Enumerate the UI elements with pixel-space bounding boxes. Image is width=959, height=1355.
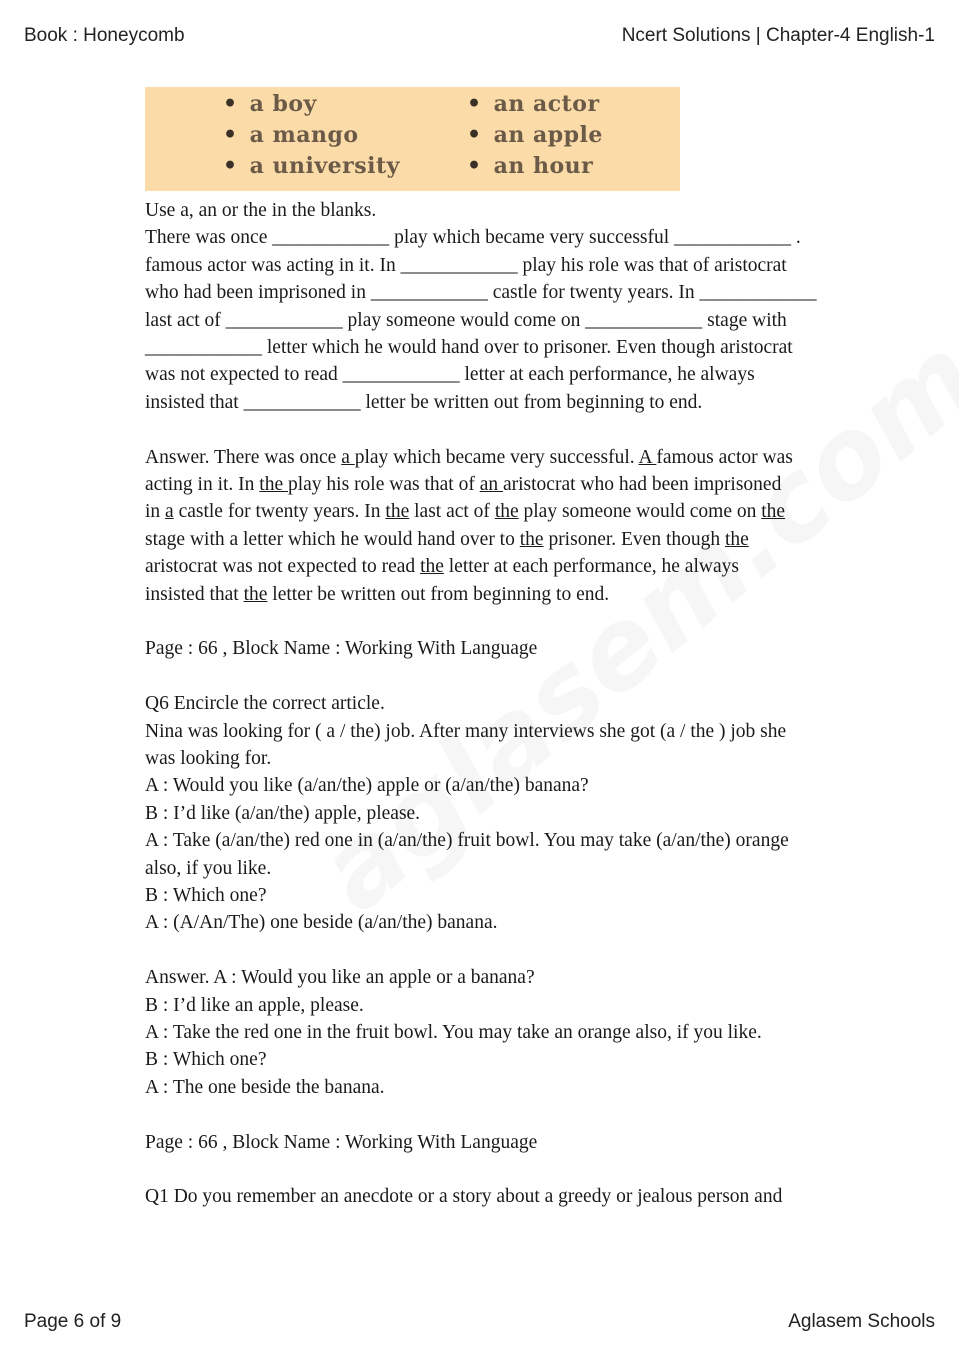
- text-line: [145, 199, 376, 223]
- text-segment: B : I’d like an apple, please.: [145, 994, 364, 1016]
- text-segment: acting in it. In: [145, 474, 260, 495]
- text-line: [145, 391, 702, 415]
- text-line: [145, 1076, 385, 1100]
- text-line: [145, 309, 787, 333]
- answer-article: the: [725, 528, 749, 550]
- text-segment: A : Take (a/an/the) red one in (a/an/the) fruit bowl. You may take (a/an/the) orange: [145, 830, 789, 852]
- text-line: [145, 473, 781, 497]
- text-line: [145, 500, 785, 524]
- answer-article: a: [165, 501, 174, 523]
- text-line: [145, 1048, 267, 1072]
- text-segment: letter at each performance, he always: [443, 556, 739, 578]
- answer-article: an: [479, 474, 503, 495]
- text-line: [145, 528, 749, 552]
- text-segment: who had been imprisoned in ____________ castle for twenty years. In ____________: [145, 282, 817, 304]
- text-segment: B : Which one?: [145, 885, 267, 906]
- text-line: [145, 857, 271, 881]
- text-line: [145, 911, 498, 935]
- text-segment: aristocrat who had been imprisoned: [502, 474, 782, 495]
- text-line: [145, 1185, 782, 1209]
- figure-item: • an actor: [467, 91, 600, 117]
- answer-article: the: [420, 556, 444, 578]
- text-segment: prisoner. Even though: [543, 528, 725, 550]
- text-line: [145, 692, 385, 716]
- figure-item: • an apple: [467, 122, 603, 148]
- text-line: [145, 966, 535, 990]
- text-segment: B : Which one?: [145, 1049, 267, 1071]
- text-segment: in: [145, 501, 166, 523]
- text-segment: Q1 Do you remember an anecdote or a story about a greedy or jealous person and: [145, 1186, 783, 1208]
- text-segment: A : The one beside the banana.: [145, 1076, 385, 1098]
- text-line: [145, 281, 817, 305]
- answer-article: the: [385, 501, 410, 523]
- text-line: [145, 720, 786, 744]
- figure-item: • a boy: [223, 91, 317, 117]
- text-line: [145, 637, 537, 661]
- text-segment: Answer. There was once: [145, 446, 342, 468]
- text-segment: A : (A/An/The) one beside (a/an/the) banana.: [145, 912, 498, 934]
- text-line: [145, 747, 271, 771]
- text-segment: famous actor was: [656, 446, 793, 468]
- text-line: [145, 802, 420, 826]
- text-segment: Q6 Encircle the correct article.: [145, 693, 385, 715]
- text-segment: Nina was looking for ( a / the) job. After many interviews she got (a / the ) job she: [145, 720, 787, 742]
- text-segment: There was once ____________ play which became very successful ____________ .: [145, 227, 801, 249]
- text-line: [145, 254, 787, 278]
- header-chapter-title: Ncert Solutions | Chapter-4 English-1: [621, 25, 935, 46]
- text-line: [145, 226, 801, 250]
- text-segment: aristocrat was not expected to read: [145, 556, 421, 578]
- text-segment: also, if you like.: [145, 857, 272, 879]
- text-line: [145, 1131, 537, 1155]
- text-line: [145, 994, 364, 1018]
- text-line: [145, 555, 739, 579]
- text-line: [145, 1021, 762, 1045]
- text-line: [145, 336, 793, 360]
- figure-item: • a university: [223, 153, 400, 179]
- text-segment: last act of ____________ play someone would come on ____________ stage with: [145, 309, 787, 331]
- answer-article: the: [243, 583, 268, 605]
- text-segment: insisted that ____________ letter be written out from beginning to end.: [145, 391, 703, 413]
- text-line: [145, 363, 755, 387]
- answer-article: a: [341, 446, 355, 468]
- answer-article: the: [761, 501, 786, 523]
- text-segment: insisted that: [145, 583, 244, 605]
- text-line: [145, 446, 793, 470]
- header-book-title: Book : Honeycomb: [24, 25, 185, 46]
- text-segment: last act of: [409, 501, 495, 523]
- text-segment: Page : 66 , Block Name : Working With Language: [145, 638, 538, 660]
- footer-publisher: Aglasem Schools: [788, 1311, 935, 1332]
- text-segment: castle for twenty years. In: [173, 501, 386, 523]
- text-line: [145, 774, 589, 798]
- text-line: [145, 829, 789, 853]
- text-segment: stage with a letter which he would hand over to: [145, 528, 520, 550]
- text-segment: letter be written out from beginning to end.: [267, 583, 610, 605]
- text-segment: famous actor was acting in it. In ____________ play his role was that of aristocrat: [145, 254, 787, 276]
- answer-article: the: [519, 528, 544, 550]
- text-segment: B : I’d like (a/an/the) apple, please.: [145, 802, 421, 824]
- text-segment: Use a, an or the in the blanks.: [145, 200, 377, 221]
- figure-item: • a mango: [223, 122, 359, 148]
- text-segment: A : Would you like (a/an/the) apple or (a/an/the) banana?: [145, 775, 589, 797]
- text-segment: A : Take the red one in the fruit bowl. You may take an orange also, if you like.: [145, 1022, 762, 1043]
- answer-article: the: [494, 501, 519, 523]
- text-segment: was looking for.: [145, 748, 272, 769]
- answer-article: A: [638, 446, 657, 468]
- article-examples-image: [145, 87, 680, 191]
- text-segment: play someone would come on: [518, 501, 762, 523]
- text-segment: was not expected to read ____________ letter at each performance, he always: [145, 364, 755, 386]
- text-segment: play his role was that of: [287, 474, 480, 495]
- text-segment: Page : 66 , Block Name : Working With Language: [145, 1131, 538, 1153]
- answer-article: the: [259, 474, 288, 495]
- text-segment: play which became very successful.: [354, 446, 639, 468]
- text-segment: Answer. A : Would you like an apple or a banana?: [145, 967, 535, 989]
- text-segment: ____________ letter which he would hand over to prisoner. Even though aristocrat: [145, 337, 793, 358]
- footer-page-number: Page 6 of 9: [24, 1311, 122, 1332]
- figure-item: • an hour: [467, 153, 593, 179]
- text-line: [145, 583, 609, 607]
- text-line: [145, 884, 267, 908]
